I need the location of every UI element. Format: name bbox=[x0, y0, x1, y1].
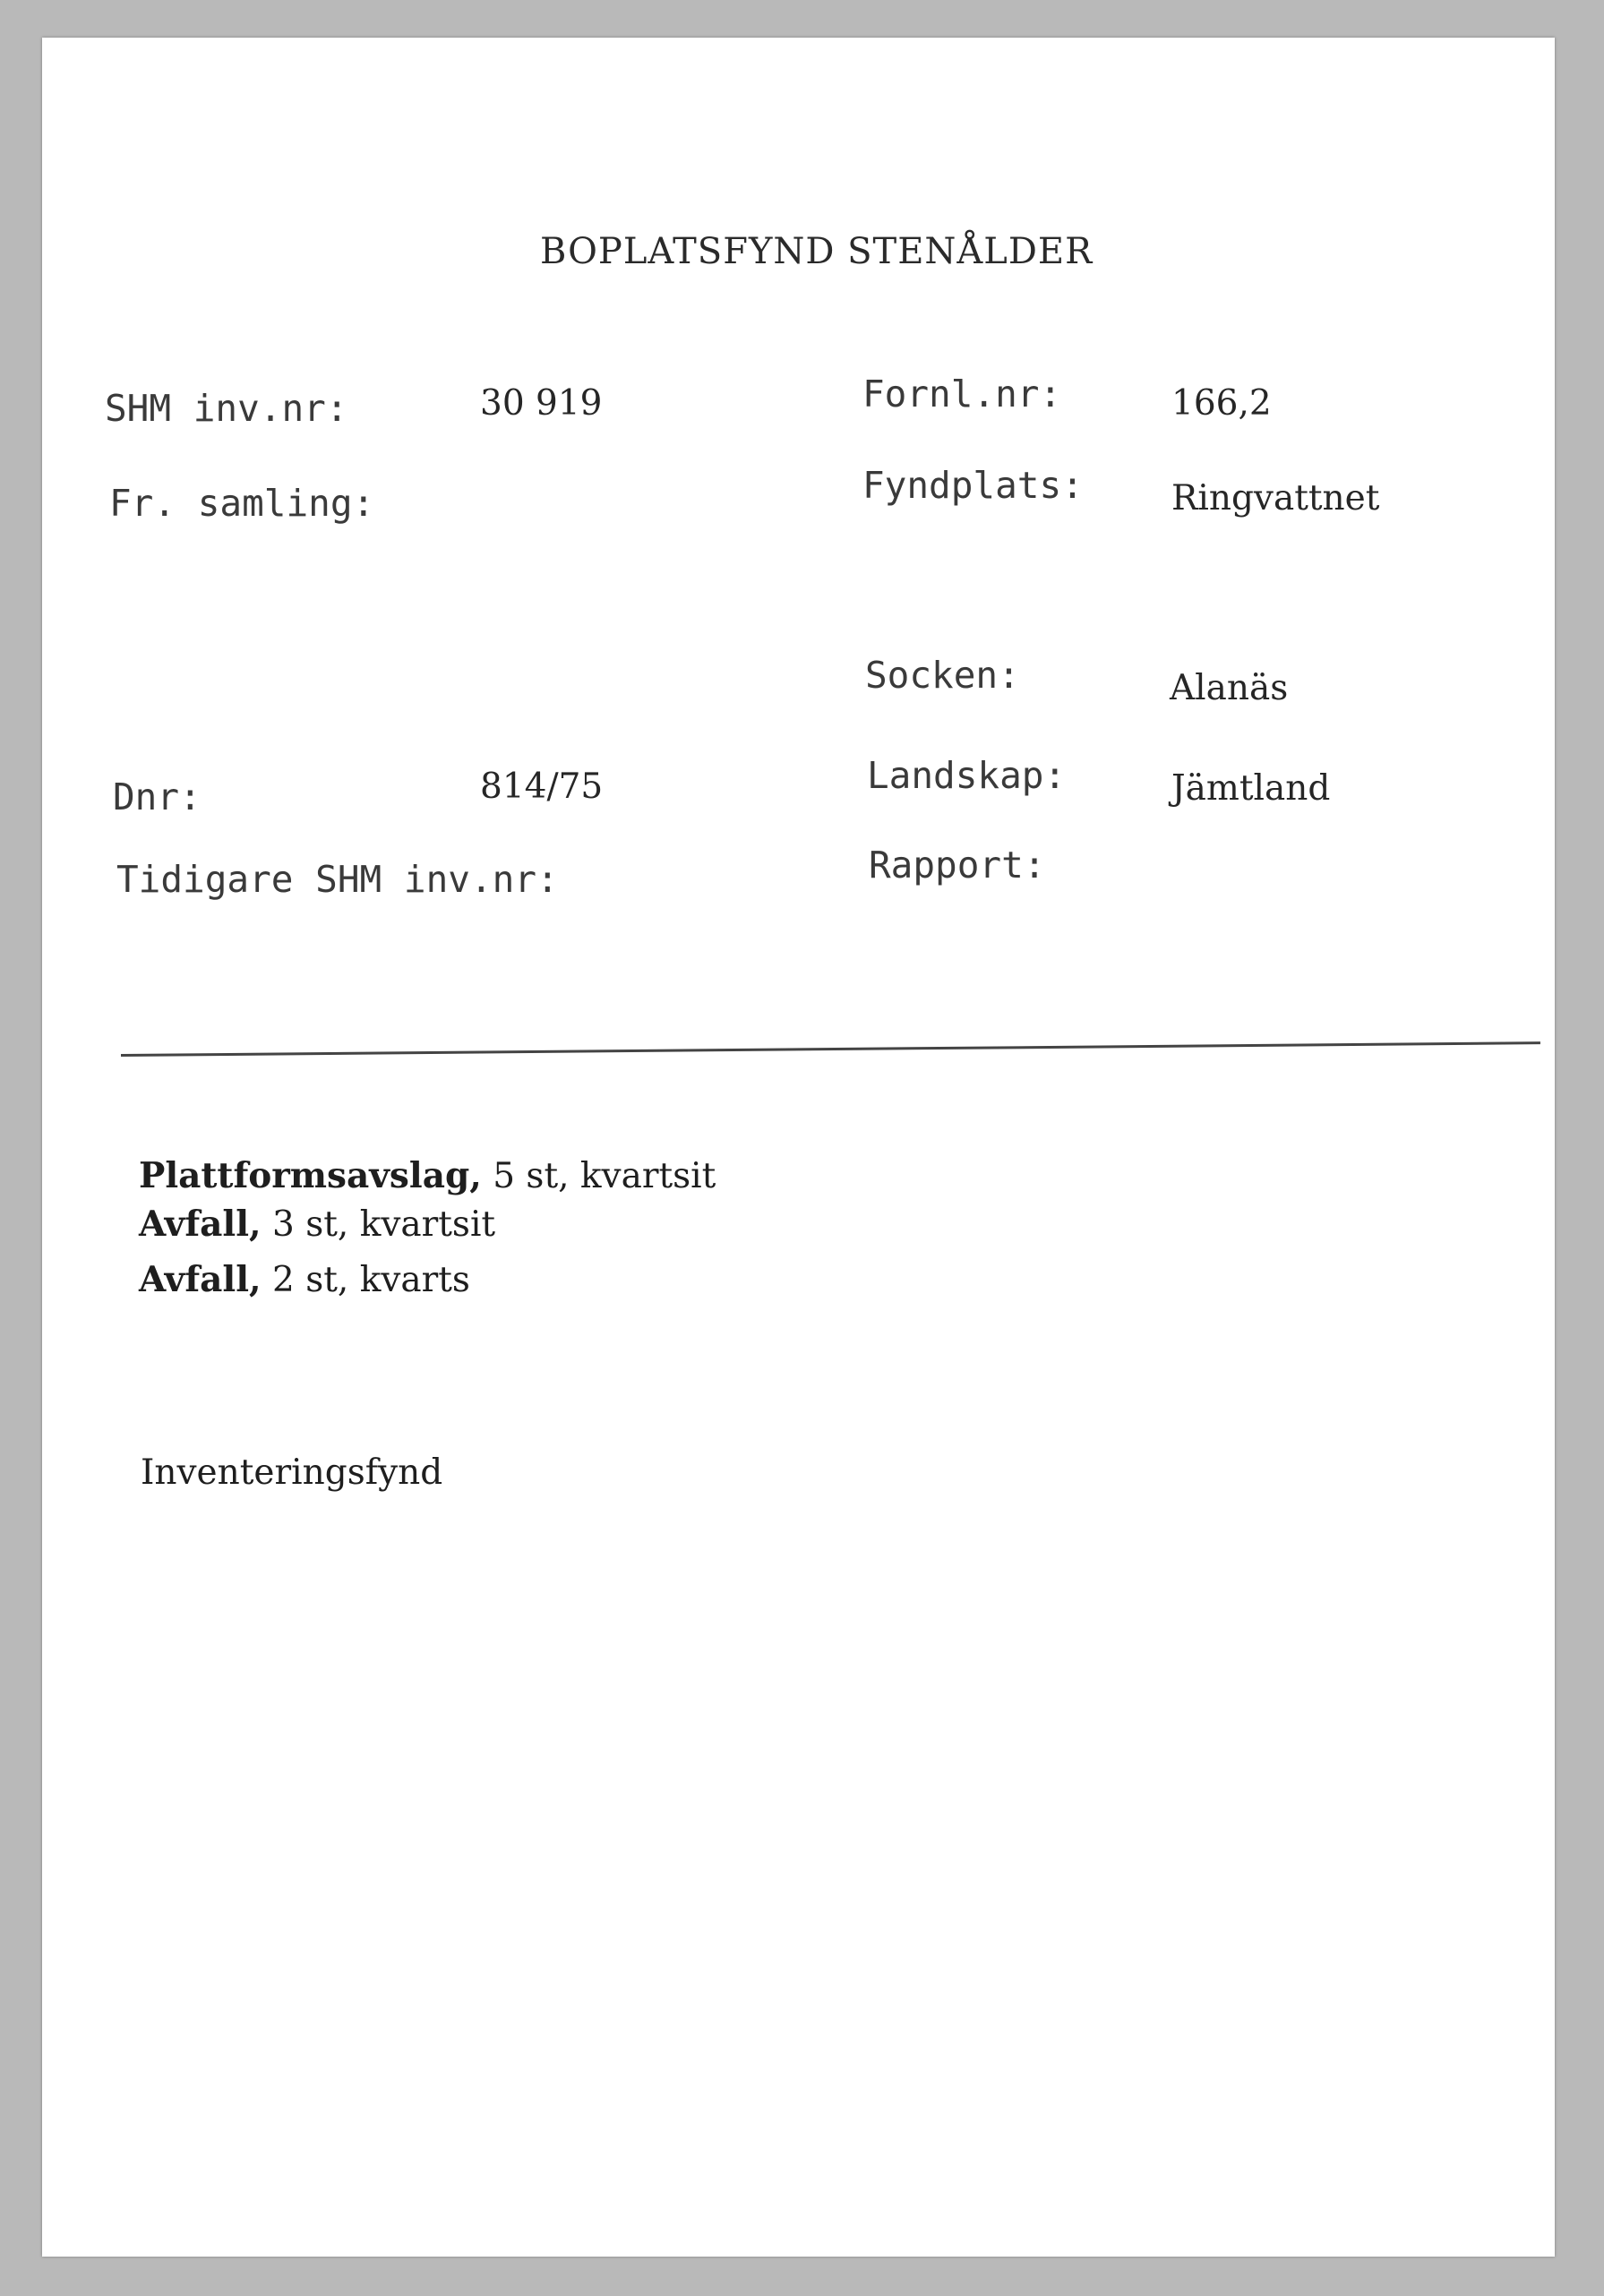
find-item-1-detail: 5 st, kvartsit bbox=[481, 1156, 716, 1196]
fyndplats-label: Fyndplats: bbox=[862, 464, 1084, 507]
record-card bbox=[42, 38, 1555, 2257]
socken-label: Socken: bbox=[865, 654, 1020, 697]
fornl-nr-label: Fornl.nr: bbox=[862, 373, 1062, 416]
find-item-1-name: Plattformsavslag, bbox=[139, 1155, 482, 1196]
fr-samling-label: Fr. samling: bbox=[109, 482, 375, 525]
dnr-value: 814/75 bbox=[480, 767, 604, 807]
find-item-3-name: Avfall, bbox=[139, 1259, 262, 1300]
landskap-label: Landskap: bbox=[867, 754, 1067, 797]
document-title: BOPLATSFYND STENÅLDER bbox=[540, 231, 1094, 272]
find-item-2 bbox=[139, 1204, 495, 1245]
tidigare-shm-label: Tidigare SHM inv.nr: bbox=[116, 858, 559, 901]
rapport-label: Rapport: bbox=[869, 844, 1046, 887]
shm-inv-nr-label: SHM inv.nr: bbox=[105, 387, 348, 430]
landskap-value: Jämtland bbox=[1171, 768, 1331, 809]
find-item-3 bbox=[139, 1259, 470, 1300]
find-item-3-detail: 2 st, kvarts bbox=[261, 1260, 470, 1300]
socken-value: Alanäs bbox=[1170, 668, 1289, 708]
find-item-1 bbox=[139, 1155, 716, 1196]
note-text: Inventeringsfynd bbox=[141, 1452, 443, 1493]
fornl-nr-value: 166,2 bbox=[1171, 383, 1272, 424]
find-item-2-name: Avfall, bbox=[139, 1204, 262, 1245]
shm-inv-nr-value: 30 919 bbox=[480, 383, 603, 424]
dnr-label: Dnr: bbox=[113, 775, 202, 818]
find-item-2-detail: 3 st, kvartsit bbox=[261, 1204, 496, 1245]
fyndplats-value: Ringvattnet bbox=[1171, 478, 1380, 518]
